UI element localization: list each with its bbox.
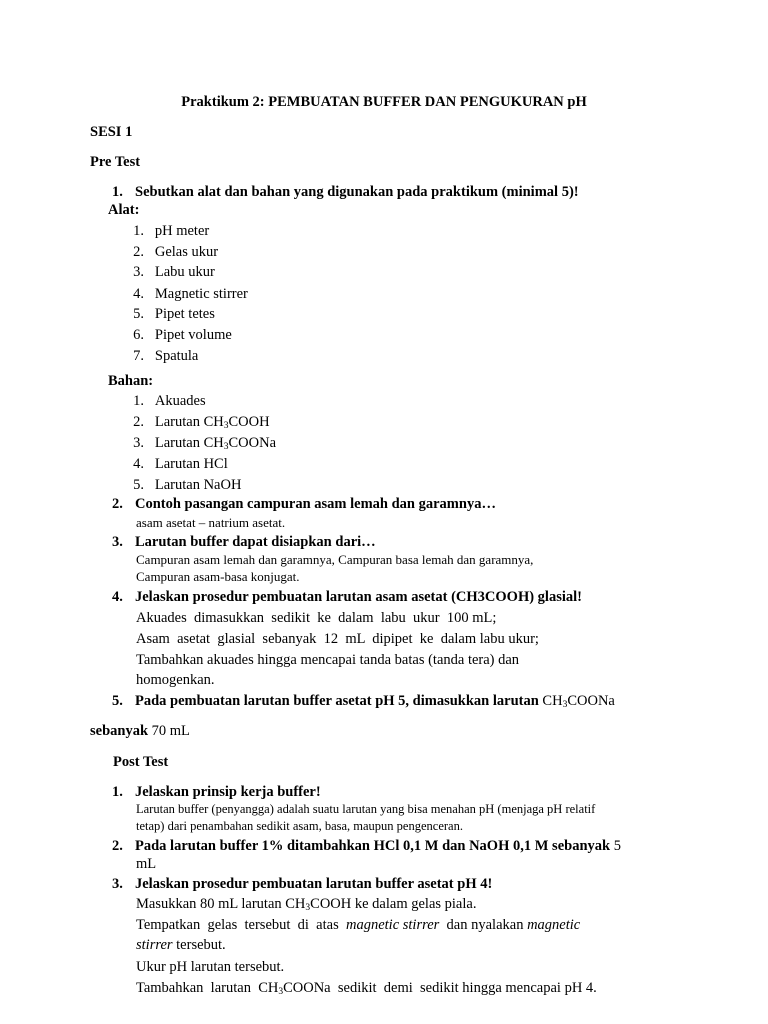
pretest-question-1: [112, 182, 579, 203]
page-title: Praktikum 2: PEMBUATAN BUFFER DAN PENGUKURAN pH: [181, 94, 587, 110]
subscript: 3: [223, 442, 229, 452]
alat-item-2: [122, 242, 218, 263]
bahan-label: Bahan:: [108, 373, 154, 389]
list-number: 2.: [133, 244, 144, 260]
list-text: pH meter: [154, 223, 210, 239]
alat-item-6: [122, 325, 232, 346]
list-text: Larutan CH: [154, 435, 224, 451]
answer-text: 70 mL: [148, 723, 190, 739]
answer-text: Tambahkan larutan CH: [136, 980, 279, 996]
subscript: 3: [278, 987, 284, 997]
list-text: COOH: [228, 414, 270, 430]
list-number: 2.: [133, 414, 144, 430]
question-text: Jelaskan prosedur pembuatan larutan buffer asetat pH 4!: [135, 876, 493, 892]
list-number: 5.: [133, 306, 144, 322]
bold-text: sebanyak: [90, 723, 149, 739]
italic-text: stirrer: [136, 937, 173, 953]
subscript: 3: [305, 903, 311, 913]
question-text: Pada pembuatan larutan buffer asetat pH 5, dimasukkan larutan: [135, 693, 539, 709]
posttest-heading: Post Test: [113, 754, 169, 770]
question-number: 2.: [112, 496, 123, 512]
alat-item-1: [122, 221, 209, 242]
alat-item-7: [122, 346, 198, 367]
list-text: Pipet tetes: [154, 306, 215, 322]
pretest-question-2: [112, 494, 496, 515]
posttest-question-2: [112, 836, 621, 857]
question-number: 4.: [112, 589, 123, 605]
answer-text: tersebut.: [172, 937, 226, 953]
list-text: Akuades: [154, 393, 206, 409]
answer-text: CH: [542, 693, 563, 709]
list-number: 3.: [133, 435, 144, 451]
subscript: 3: [562, 700, 568, 710]
question-number: 2.: [112, 838, 123, 854]
alat-item-4: [122, 284, 248, 305]
list-text: Spatula: [154, 348, 199, 364]
question-number: 1.: [112, 184, 123, 200]
subscript: 3: [223, 421, 229, 431]
alat-item-3: [122, 262, 215, 283]
bahan-item-2: [122, 412, 270, 433]
answer-4-line-3: Tambahkan akuades hingga mencapai tanda batas (tanda tera) dan: [136, 652, 520, 668]
list-number: 6.: [133, 327, 144, 343]
list-number: 3.: [133, 264, 144, 280]
question-number: 3.: [112, 534, 123, 550]
list-text: Larutan CH: [154, 414, 224, 430]
bahan-item-3: [122, 433, 276, 454]
bahan-item-1: [122, 391, 206, 412]
alat-item-5: [122, 304, 215, 325]
question-text: Pada larutan buffer 1% ditambahkan HCl 0,1 M dan NaOH 0,1 M sebanyak: [135, 838, 611, 854]
post-answer-2-continuation: mL: [136, 856, 157, 872]
answer-3-line-2: Campuran asam-basa konjugat.: [136, 569, 300, 584]
list-number: 4.: [133, 456, 144, 472]
session-heading: SESI 1: [90, 124, 133, 140]
list-text: Pipet volume: [154, 327, 232, 343]
question-number: 5.: [112, 693, 123, 709]
pretest-question-3: [112, 532, 376, 553]
bahan-item-5: [122, 475, 241, 496]
list-text: Labu ukur: [154, 264, 215, 280]
post-answer-3-line-1: [136, 894, 476, 915]
post-answer-3-line-5: [136, 978, 597, 999]
list-text: Magnetic stirrer: [154, 286, 248, 302]
answer-text: Tempatkan gelas tersebut di atas: [136, 917, 346, 933]
post-answer-1-line-2: tetap) dari penambahan sedikit asam, basa, maupun pengenceran.: [136, 819, 463, 833]
bahan-item-4: [122, 454, 228, 475]
post-answer-3-line-2: [136, 915, 580, 936]
answer-text: Masukkan 80 mL larutan CH: [136, 896, 306, 912]
posttest-question-3: [112, 874, 492, 895]
question-text: Contoh pasangan campuran asam lemah dan garamnya…: [135, 496, 496, 512]
italic-text: magnetic: [527, 917, 581, 933]
pretest-heading: Pre Test: [90, 154, 141, 170]
question-number: 1.: [112, 784, 123, 800]
question-text: Jelaskan prosedur pembuatan larutan asam asetat (CH3COOH) glasial!: [135, 589, 582, 605]
answer-text: COONa: [567, 693, 615, 709]
answer-text: dan nyalakan: [439, 917, 528, 933]
list-text: Gelas ukur: [154, 244, 219, 260]
list-number: 4.: [133, 286, 144, 302]
list-number: 1.: [133, 223, 144, 239]
answer-4-line-4: homogenkan.: [136, 672, 215, 688]
post-answer-1-line-1: Larutan buffer (penyangga) adalah suatu larutan yang bisa menahan pH (menjaga pH relatif: [136, 802, 596, 816]
question-text: Larutan buffer dapat disiapkan dari…: [135, 534, 376, 550]
posttest-question-1: [112, 782, 321, 803]
italic-text: magnetic stirrer: [345, 917, 440, 933]
list-number: 5.: [133, 477, 144, 493]
pretest-question-4: [112, 587, 582, 608]
answer-2: asam asetat – natrium asetat.: [136, 515, 286, 530]
question-text: Sebutkan alat dan bahan yang digunakan pada praktikum (minimal 5)!: [135, 184, 579, 200]
list-text: COONa: [228, 435, 277, 451]
pretest-question-5: [112, 691, 615, 712]
answer-text: COOH ke dalam gelas piala.: [310, 896, 477, 912]
alat-label: Alat:: [108, 202, 140, 218]
post-answer-3-line-3: [136, 935, 226, 956]
answer-5-continuation: [90, 721, 190, 742]
post-answer-3-line-4: Ukur pH larutan tersebut.: [136, 959, 285, 975]
answer-text: COONa sedikit demi sedikit hingga mencapai pH 4.: [283, 980, 597, 996]
list-number: 7.: [133, 348, 144, 364]
question-number: 3.: [112, 876, 123, 892]
answer-4-line-2: Asam asetat glasial sebanyak 12 mL dipipet ke dalam labu ukur;: [136, 631, 539, 647]
list-text: Larutan HCl: [154, 456, 228, 472]
list-number: 1.: [133, 393, 144, 409]
answer-3-line-1: Campuran asam lemah dan garamnya, Campuran basa lemah dan garamnya,: [136, 552, 534, 567]
answer-4-line-1: Akuades dimasukkan sedikit ke dalam labu ukur 100 mL;: [136, 610, 497, 626]
question-text: Jelaskan prinsip kerja buffer!: [135, 784, 321, 800]
answer-text: 5: [610, 838, 621, 854]
list-text: Larutan NaOH: [154, 477, 242, 493]
